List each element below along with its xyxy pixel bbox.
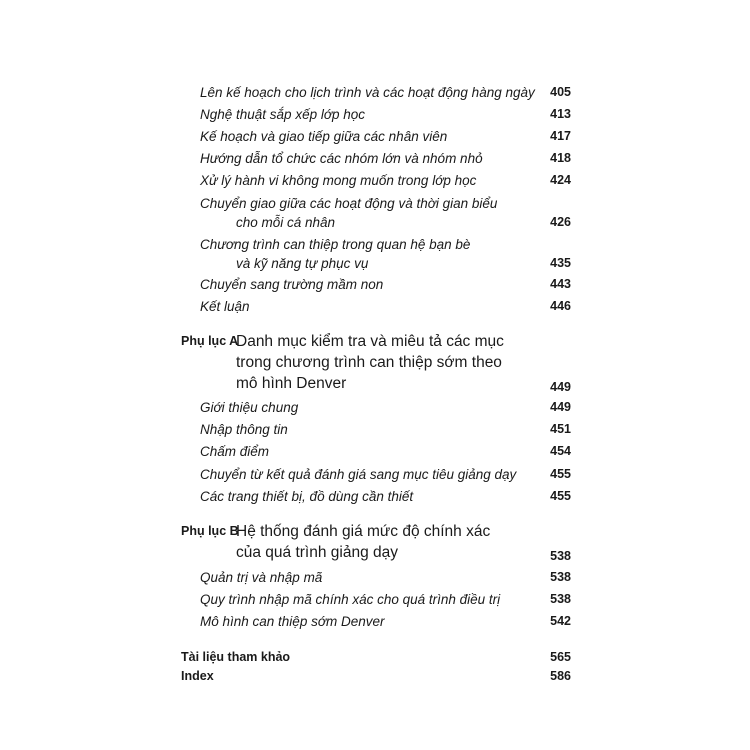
toc-entry-page: 424 bbox=[550, 173, 571, 187]
appendix-a-heading[interactable] bbox=[181, 331, 571, 394]
appendix-title bbox=[236, 331, 550, 394]
toc-entry-page: 446 bbox=[550, 299, 571, 313]
toc-backmatter-references[interactable] bbox=[181, 648, 571, 667]
toc-entry[interactable] bbox=[200, 420, 571, 439]
toc-entry-title: Hướng dẫn tổ chức các nhóm lớn và nhóm nhỏ bbox=[200, 151, 483, 166]
toc-entry[interactable] bbox=[200, 235, 571, 273]
appendix-title-line3: mô hình Denver bbox=[236, 375, 347, 392]
toc-entry[interactable] bbox=[200, 442, 571, 461]
toc-entry-page: 417 bbox=[550, 129, 571, 143]
toc-entry-title: Các trang thiết bị, đồ dùng cần thiết bbox=[200, 489, 414, 504]
appendix-label: Phụ lục B bbox=[181, 524, 239, 538]
toc-entry-title: Quản trị và nhập mã bbox=[200, 570, 323, 585]
toc-entry[interactable] bbox=[200, 149, 571, 168]
toc-entry-title-line2: và kỹ năng tự phục vụ bbox=[236, 256, 369, 271]
toc-entry-title-line2: cho mỗi cá nhân bbox=[236, 215, 336, 230]
toc-entry[interactable] bbox=[200, 171, 571, 190]
toc-entry-page: 455 bbox=[550, 489, 571, 503]
toc-entry[interactable] bbox=[200, 297, 571, 316]
toc-entry-title-line1: Chuyển giao giữa các hoạt động và thời gian biểu bbox=[200, 196, 498, 211]
appendix-title bbox=[236, 521, 550, 563]
toc-entry[interactable] bbox=[200, 105, 571, 124]
toc-entry-title: Nhập thông tin bbox=[200, 422, 288, 437]
toc-entry[interactable] bbox=[200, 465, 571, 484]
toc-backmatter-index[interactable] bbox=[181, 667, 571, 686]
toc-entry-title: Xử lý hành vi không mong muốn trong lớp học bbox=[200, 173, 477, 188]
toc-entry[interactable] bbox=[200, 275, 571, 294]
toc-entry-title: Chuyển từ kết quả đánh giá sang mục tiêu giảng dạy bbox=[200, 467, 517, 482]
toc-entry[interactable] bbox=[200, 568, 571, 587]
toc-entry-page: 455 bbox=[550, 467, 571, 481]
appendix-title-line2: của quá trình giảng dạy bbox=[236, 544, 399, 561]
toc-entry[interactable] bbox=[200, 83, 571, 102]
toc-entry-title: Chấm điểm bbox=[200, 444, 270, 459]
toc-entry-page: 405 bbox=[550, 85, 571, 99]
appendix-title-line1: Hệ thống đánh giá mức độ chính xác bbox=[236, 523, 491, 540]
toc-entry[interactable] bbox=[200, 590, 571, 609]
toc-entry-page: 538 bbox=[550, 570, 571, 584]
toc-entry-page: 451 bbox=[550, 422, 571, 436]
toc-backmatter-title: Tài liệu tham khảo bbox=[181, 650, 291, 664]
appendix-title-line1: Danh mục kiểm tra và miêu tả các mục bbox=[236, 333, 504, 350]
toc-backmatter-title: Index bbox=[181, 669, 214, 683]
toc-entry-title bbox=[200, 235, 470, 273]
toc-entry[interactable] bbox=[200, 487, 571, 506]
toc-entry-title: Chuyển sang trường mầm non bbox=[200, 277, 384, 292]
toc-entry-page: 538 bbox=[550, 592, 571, 606]
toc-backmatter-page: 586 bbox=[550, 669, 571, 683]
toc-entry-title: Quy trình nhập mã chính xác cho quá trình điều trị bbox=[200, 592, 501, 607]
toc-entry-title: Kế hoạch và giao tiếp giữa các nhân viên bbox=[200, 129, 448, 144]
toc-entry[interactable] bbox=[200, 612, 571, 631]
toc-backmatter-page: 565 bbox=[550, 650, 571, 664]
toc-entry-page: 413 bbox=[550, 107, 571, 121]
toc-entry-title: Lên kế hoạch cho lịch trình và các hoạt động hàng ngày bbox=[200, 85, 535, 100]
appendix-title-line2: trong chương trình can thiệp sớm theo bbox=[236, 354, 502, 371]
toc-entry[interactable] bbox=[200, 398, 571, 417]
toc-entry-page: 443 bbox=[550, 277, 571, 291]
toc-entry-title bbox=[200, 194, 497, 232]
toc-entry-title: Giới thiệu chung bbox=[200, 400, 299, 415]
appendix-b-heading[interactable] bbox=[181, 521, 571, 563]
toc-entry[interactable] bbox=[200, 194, 571, 232]
toc-entry-title: Nghệ thuật sắp xếp lớp học bbox=[200, 107, 366, 122]
toc-entry-page: 542 bbox=[550, 614, 571, 628]
toc-entry-page: 454 bbox=[550, 444, 571, 458]
appendix-page: 449 bbox=[550, 380, 571, 394]
toc-entry-title-line1: Chương trình can thiệp trong quan hệ bạn bè bbox=[200, 237, 471, 252]
toc-entry-page: 426 bbox=[550, 215, 571, 229]
toc-entry-page: 449 bbox=[550, 400, 571, 414]
appendix-page: 538 bbox=[550, 549, 571, 563]
toc-entry[interactable] bbox=[200, 127, 571, 146]
toc-entry-title: Kết luận bbox=[200, 299, 250, 314]
toc-entry-page: 418 bbox=[550, 151, 571, 165]
appendix-label: Phụ lục A bbox=[181, 334, 239, 348]
toc-entry-title: Mô hình can thiệp sớm Denver bbox=[200, 614, 385, 629]
toc-entry-page: 435 bbox=[550, 256, 571, 270]
